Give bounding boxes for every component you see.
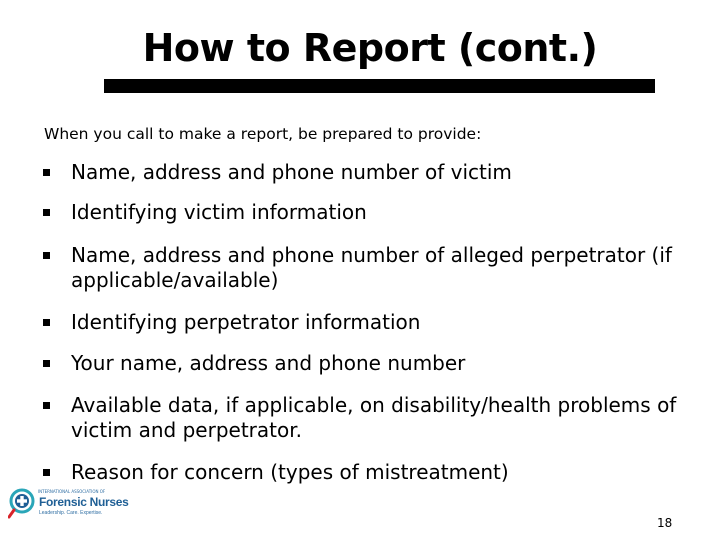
square-bullet-icon bbox=[43, 169, 50, 176]
bullet-text: Available data, if applicable, on disability/health problems of victim and perpetrator. bbox=[71, 393, 677, 442]
bullet-text: Reason for concern (types of mistreatment) bbox=[71, 460, 509, 484]
title-underline-bar bbox=[104, 79, 655, 93]
square-bullet-icon bbox=[43, 209, 50, 216]
logo-tagline-text: Leadership. Care. Expertise. bbox=[39, 510, 103, 516]
slide-title: How to Report (cont.) bbox=[142, 26, 598, 70]
square-bullet-icon bbox=[43, 402, 50, 409]
logo-name-text: Forensic Nurses bbox=[39, 495, 129, 509]
logo-association-text: INTERNATIONAL ASSOCIATION OF bbox=[38, 489, 106, 494]
bullet-text: Your name, address and phone number bbox=[71, 351, 466, 375]
bullet-text: Name, address and phone number of victim bbox=[71, 160, 512, 184]
bullet-text: Name, address and phone number of alleged perpetrator (if applicable/available) bbox=[71, 243, 672, 292]
bullet-text: Identifying perpetrator information bbox=[71, 310, 421, 334]
square-bullet-icon bbox=[43, 319, 50, 326]
forensic-nurses-logo bbox=[8, 485, 138, 525]
page-number: 18 bbox=[657, 516, 673, 530]
square-bullet-icon bbox=[43, 469, 50, 476]
square-bullet-icon bbox=[43, 360, 50, 367]
magnifier-cross-icon bbox=[8, 485, 42, 525]
square-bullet-icon bbox=[43, 252, 50, 259]
bullet-text: Identifying victim information bbox=[71, 200, 367, 224]
intro-text: When you call to make a report, be prepared to provide: bbox=[44, 125, 482, 143]
